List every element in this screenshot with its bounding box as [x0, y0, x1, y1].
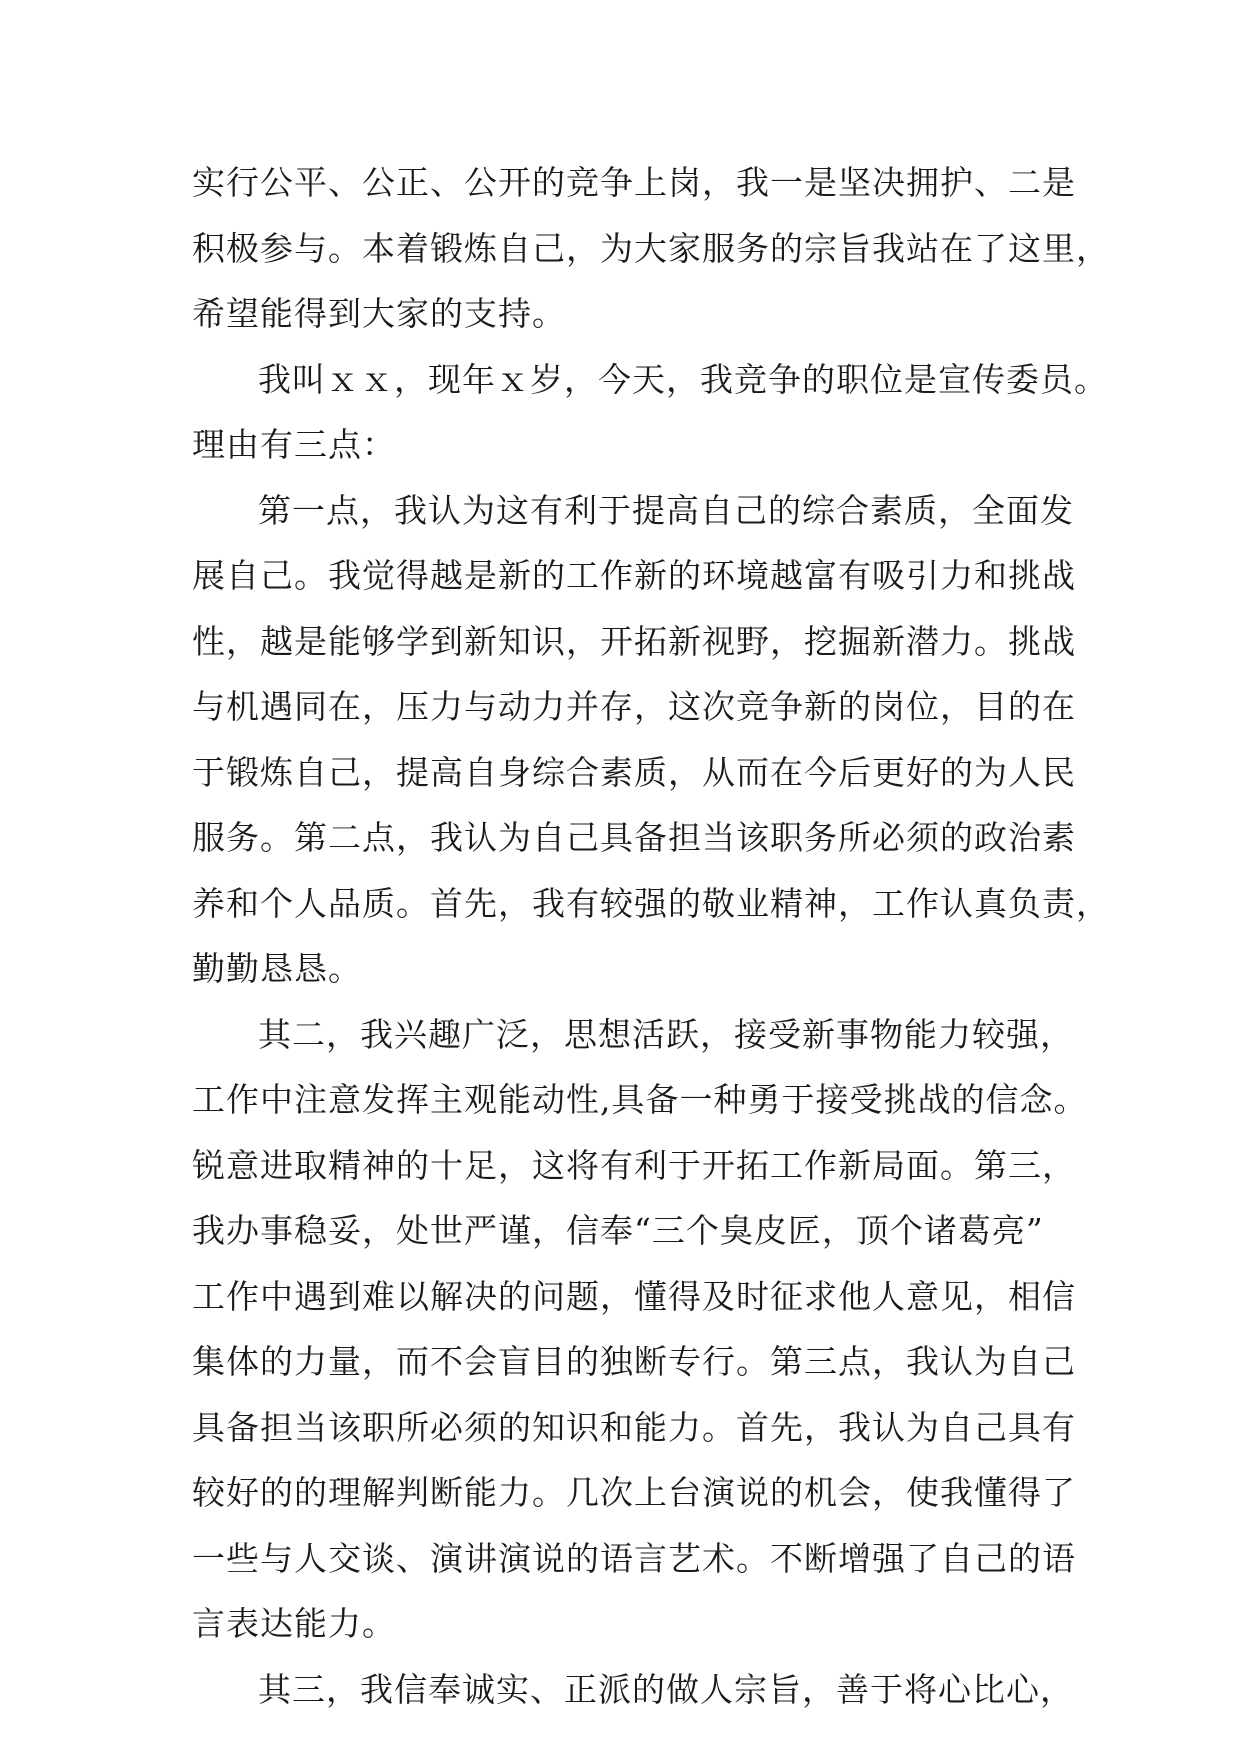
text-line: 锐意进取精神的十足，这将有利于开拓工作新局面。第三，: [192, 1145, 1076, 1185]
text-line: 与机遇同在，压力与动力并存，这次竞争新的岗位，目的在: [192, 687, 1076, 726]
text-line: 养和个人品质。首先，我有较强的敬业精神，工作认真负责，: [192, 883, 1110, 923]
text-line: 服务。第二点，我认为自己具备担当该职务所必须的政治素: [192, 818, 1076, 857]
text-line: 工作中遇到难以解决的问题，懂得及时征求他人意见，相信: [192, 1276, 1076, 1316]
text-line: 展自己。我觉得越是新的工作新的环境越富有吸引力和挑战: [192, 556, 1076, 595]
paragraph-start-line: 其三，我信奉诚实、正派的做人宗旨，善于将心比心，: [258, 1669, 1074, 1709]
text-line: 实行公平、公正、公开的竞争上岗，我一是坚决拥护、二是: [192, 163, 1076, 202]
text-line: 性，越是能够学到新知识，开拓新视野，挖掘新潜力。挑战: [192, 621, 1076, 661]
text-line: 一些与人交谈、演讲演说的语言艺术。不断增强了自己的语: [192, 1538, 1076, 1578]
text-line: 较好的的理解判断能力。几次上台演说的机会，使我懂得了: [192, 1473, 1076, 1512]
paragraph-start-line: 其二，我兴趣广泛，思想活跃，接受新事物能力较强，: [258, 1014, 1074, 1054]
text-line: 积极参与。本着锻炼自己，为大家服务的宗旨我站在了这里，: [192, 228, 1110, 268]
text-line: 希望能得到大家的支持。: [192, 294, 566, 333]
text-line: 理由有三点：: [192, 425, 396, 464]
text-line: 于锻炼自己，提高自身综合素质，从而在今后更好的为人民: [192, 752, 1076, 792]
paragraph-start-line: 我叫ｘｘ，现年ｘ岁，今天，我竞争的职位是宣传委员。: [258, 359, 1108, 399]
text-line: 集体的力量，而不会盲目的独断专行。第三点，我认为自己: [192, 1342, 1076, 1381]
text-line: 言表达能力。: [192, 1604, 396, 1643]
text-line: 工作中注意发挥主观能动性,具备一种勇于接受挑战的信念。: [192, 1080, 1088, 1119]
paragraph-start-line: 第一点，我认为这有利于提高自己的综合素质，全面发: [258, 490, 1074, 530]
text-line: 具备担当该职所必须的知识和能力。首先，我认为自己具有: [192, 1407, 1076, 1447]
document-body: [192, 150, 1110, 1722]
text-line: 勤勤恳恳。: [192, 949, 362, 988]
text-line: 我办事稳妥，处世严谨，信奉“三个臭皮匠，顶个诸葛亮”: [192, 1211, 1044, 1250]
